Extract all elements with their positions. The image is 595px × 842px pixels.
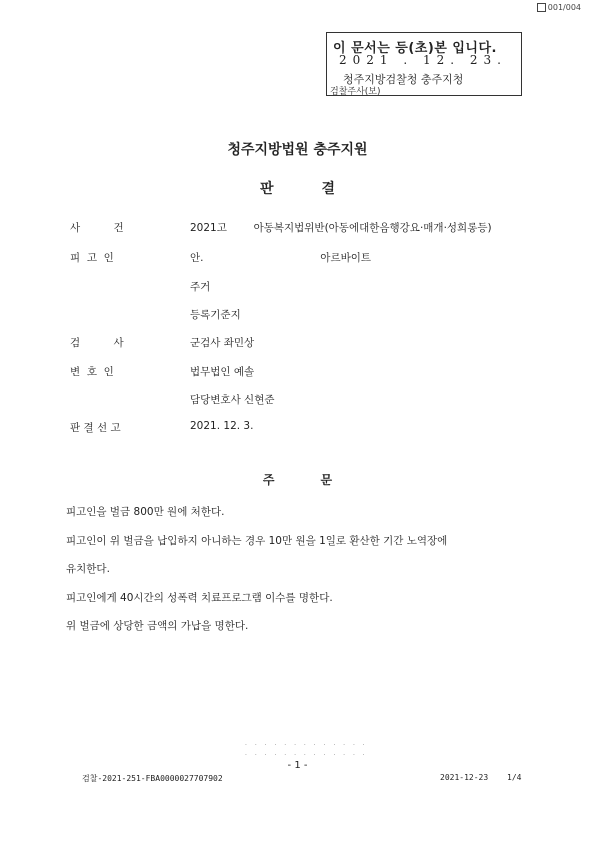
- footer-pages: 1/4: [507, 773, 522, 782]
- field-value: 2021고 아동복지법위반(아동에대한음행강요·매개·성희롱등): [190, 222, 492, 234]
- paragraph: 피고인을 벌금 800만 원에 처한다.: [66, 506, 225, 518]
- field-value: 군검사 좌민상: [190, 337, 255, 349]
- field-value: 담당변호사 신현준: [190, 394, 275, 406]
- field-label: 검 사: [70, 337, 124, 349]
- field-value: 안. 아르바이트: [190, 252, 372, 264]
- section-char: 문: [320, 473, 333, 487]
- field-value: 주거: [190, 281, 211, 293]
- section-char: 주: [262, 473, 275, 487]
- court-name: 청주지방법원 충주지원: [227, 142, 368, 158]
- footer-doc-id: 검찰-2021-251-FBA0000027707902: [82, 774, 223, 783]
- field-label: 피 고 인: [70, 252, 114, 264]
- stamp-office: 청주지방검찰청 충주지청: [343, 73, 464, 86]
- field-value: 법무법인 예솔: [190, 366, 255, 378]
- field-value: 등록기준지: [190, 309, 241, 321]
- field-value: 2021. 12. 3.: [190, 420, 254, 432]
- section-title: [0, 471, 595, 488]
- scan-noise: · · · · · · · · · · · · ·: [245, 752, 368, 759]
- page-number: - 1 -: [287, 760, 308, 771]
- footer-date-pages: [440, 773, 521, 782]
- title-char: 결: [321, 181, 336, 197]
- footer-date: 2021-12-23: [440, 773, 489, 782]
- stamp-line: 이 문서는 등(초)본 입니다.: [333, 41, 497, 56]
- page-icon: [537, 3, 546, 12]
- page-counter: 001/004: [537, 3, 581, 12]
- stamp-officer: 검찰주사(보): [330, 87, 381, 97]
- field-label: 사 건: [70, 222, 124, 234]
- stamp-date: 2021 . 12. 23.: [339, 53, 507, 67]
- paragraph: 피고인이 위 벌금을 납입하지 아니하는 경우 10만 원을 1일로 환산한 기간 노역장에: [66, 535, 448, 547]
- paragraph: 위 벌금에 상당한 금액의 가납을 명한다.: [66, 620, 249, 632]
- paragraph: 유치한다.: [66, 563, 110, 575]
- title-char: 판: [259, 181, 274, 197]
- paragraph: 피고인에게 40시간의 성폭력 치료프로그램 이수를 명한다.: [66, 592, 333, 604]
- document-title: [0, 178, 595, 198]
- scan-noise: · · · · · · · · · · · · ·: [245, 742, 368, 749]
- field-label: 판 결 선 고: [70, 422, 121, 434]
- field-label: 변 호 인: [70, 366, 114, 378]
